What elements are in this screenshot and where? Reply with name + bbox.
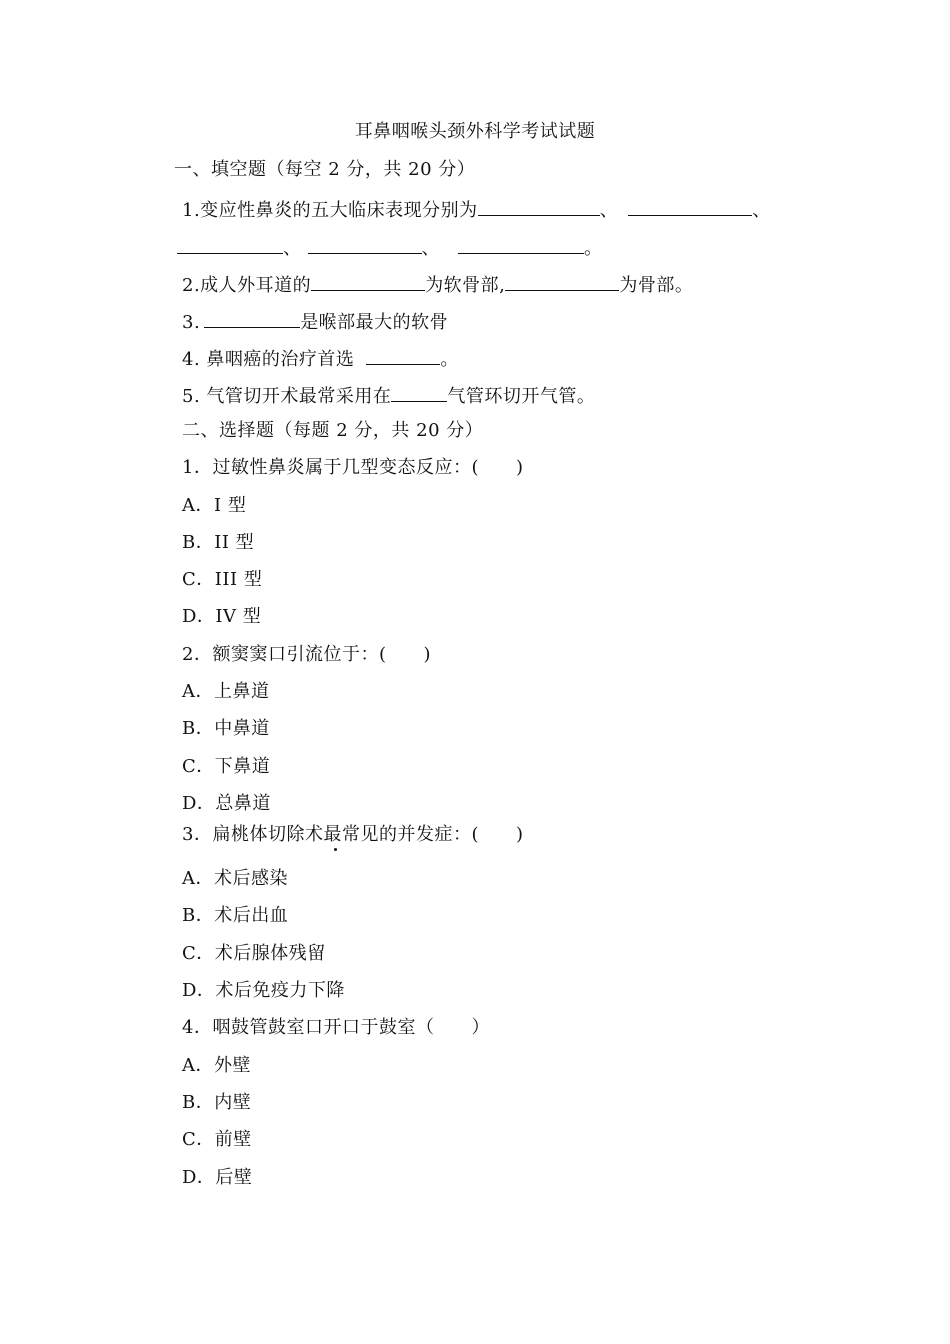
q1-text: 1.变应性鼻炎的五大临床表现分别为 [182, 200, 478, 221]
question-stem: 3．扁桃体切除术最常见的并发症：( ) [182, 824, 524, 845]
option-b[interactable]: B．II 型 [182, 532, 255, 553]
answer-blank[interactable] [204, 309, 300, 328]
section2-heading: 二、选择题（每题 2 分，共 20 分） [182, 420, 484, 441]
option-c[interactable]: C．III 型 [182, 569, 263, 590]
option-a[interactable]: A．I 型 [182, 495, 247, 516]
answer-blank[interactable] [478, 197, 600, 216]
q3-line [182, 309, 448, 334]
question-stem: 4．咽鼓管鼓室口开口于鼓室（ ） [182, 1017, 490, 1038]
q4-text: 4. 鼻咽癌的治疗首选 [182, 349, 355, 370]
q2-text-b: 为软骨部, [425, 275, 506, 296]
answer-blank[interactable] [458, 235, 584, 254]
end-mark: 。 [584, 238, 603, 259]
q2-text-c: 为骨部。 [619, 275, 694, 296]
q3-text: 是喉部最大的软骨 [300, 312, 449, 333]
answer-blank[interactable] [177, 235, 283, 254]
q5-line [182, 383, 595, 408]
q2-text-a: 2.成人外耳道的 [182, 275, 312, 296]
q3-num: 3. [182, 312, 201, 333]
q1-line1 [182, 197, 771, 222]
end-mark: 。 [440, 349, 459, 370]
option-b[interactable]: B．术后出血 [182, 905, 289, 926]
answer-blank[interactable] [311, 272, 425, 291]
option-d[interactable]: D．术后免疫力下降 [182, 980, 345, 1001]
page-title: 耳鼻咽喉头颈外科学考试试题 [354, 121, 596, 142]
q5-text-b: 气管环切开气管。 [447, 386, 596, 407]
q2-line [182, 272, 693, 297]
separator: 、 [283, 238, 302, 259]
option-d[interactable]: D．总鼻道 [182, 793, 271, 814]
option-d[interactable]: D．后壁 [182, 1167, 253, 1188]
separator: 、 [421, 238, 440, 259]
option-a[interactable]: A．上鼻道 [182, 681, 270, 702]
q4-line [182, 346, 459, 371]
section1-heading: 一、填空题（每空 2 分，共 20 分） [174, 159, 476, 180]
option-c[interactable]: C．下鼻道 [182, 756, 271, 777]
q5-text-a: 5. 气管切开术最常采用在 [182, 386, 392, 407]
option-c[interactable]: C．术后腺体残留 [182, 943, 326, 964]
answer-blank[interactable] [391, 383, 447, 402]
option-a[interactable]: A．外壁 [182, 1055, 251, 1076]
option-d[interactable]: D．IV 型 [182, 606, 262, 627]
option-a[interactable]: A．术后感染 [182, 868, 288, 889]
question-stem: 1．过敏性鼻炎属于几型变态反应：( ) [182, 457, 524, 478]
q1-line2 [177, 235, 603, 260]
option-b[interactable]: B．内壁 [182, 1092, 252, 1113]
answer-blank[interactable] [628, 197, 752, 216]
answer-blank[interactable] [308, 235, 422, 254]
question-stem: 2．额窦窦口引流位于：( ) [182, 644, 431, 665]
answer-blank[interactable] [366, 346, 440, 365]
stray-mark [334, 848, 337, 851]
separator: 、 [752, 200, 771, 221]
separator: 、 [599, 200, 619, 221]
option-b[interactable]: B．中鼻道 [182, 718, 270, 739]
answer-blank[interactable] [505, 272, 619, 291]
option-c[interactable]: C．前壁 [182, 1129, 252, 1150]
